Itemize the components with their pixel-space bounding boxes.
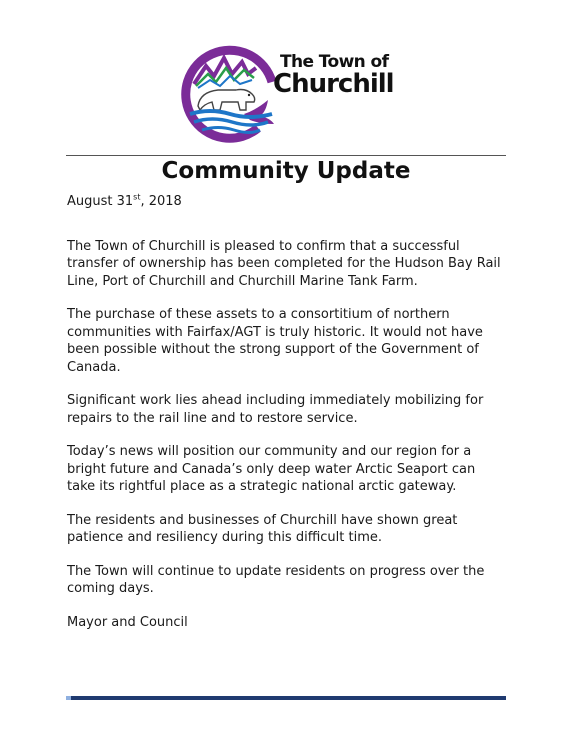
paragraph: The Town will continue to update residents on progress over the coming days. bbox=[67, 563, 485, 596]
town-logo bbox=[176, 44, 406, 148]
paragraph: The purchase of these assets to a consortitium of northern communities with Fairfax/AGT is truly historic. It would not have been possible without the strong support of the Government of Canada. bbox=[67, 307, 483, 375]
paragraph: Today’s news will position our community and our region for a bright future and Canada’s only deep water Arctic Seaport can take its rightful place as a strategic national arctic gateway. bbox=[67, 444, 476, 494]
polar-bear-logo-icon bbox=[176, 44, 280, 148]
logo-text-line2: Churchill bbox=[273, 69, 394, 99]
signature: Mayor and Council bbox=[67, 614, 188, 630]
date-ordinal: st bbox=[133, 192, 141, 202]
paragraph: The residents and businesses of Churchill have shown great patience and resiliency during this difficult time. bbox=[67, 512, 458, 545]
date-year: , 2018 bbox=[140, 194, 182, 209]
paragraph: Significant work lies ahead including immediately mobilizing for repairs to the rail line and to restore service. bbox=[67, 393, 484, 426]
letter-date bbox=[67, 193, 507, 211]
letter-body bbox=[67, 193, 507, 647]
date-month-day: August 31 bbox=[67, 194, 134, 209]
page-title: Community Update bbox=[161, 158, 411, 184]
header-divider bbox=[66, 155, 506, 156]
footer-accent bbox=[66, 696, 71, 700]
paragraph: The Town of Churchill is pleased to confirm that a successful transfer of ownership has been completed for the Hudson Bay Rail Line, Port of Churchill and Churchill Marine Tank Farm. bbox=[67, 238, 501, 289]
footer-bar bbox=[66, 696, 506, 700]
logo-text-line1: The Town of bbox=[280, 52, 389, 72]
